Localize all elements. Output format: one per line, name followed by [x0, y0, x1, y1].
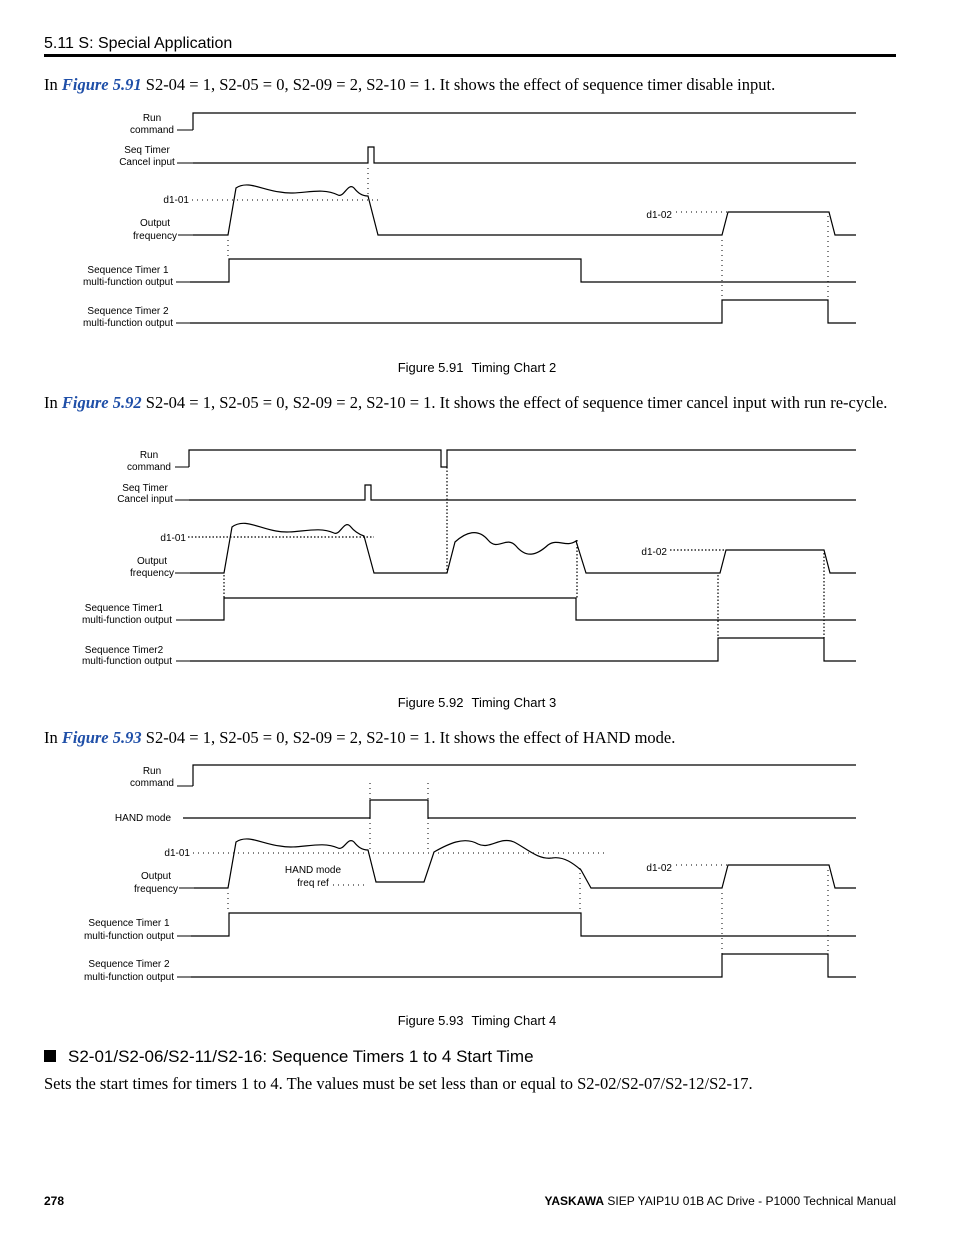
timer2-label-1: Sequence Timer 2	[87, 306, 169, 317]
run-command-signal	[193, 765, 856, 786]
footer-manual	[544, 1194, 896, 1208]
subsection-body: Sets the start times for timers 1 to 4. The values must be set less than or equal to S2-02/S2-07/S2-12/S2-17.	[44, 1074, 753, 1093]
figure-91-caption	[0, 360, 954, 375]
figure-93-link[interactable]: Figure 5.93	[61, 728, 142, 747]
timer1-label-2: multi-function output	[82, 277, 174, 288]
seq-timer-label-2: Cancel input	[119, 157, 175, 168]
intro-text: S2-04 = 1, S2-05 = 0, S2-09 = 2, S2-10 = 1. It shows the effect of sequence timer cancel input with run re-cycle.	[145, 393, 888, 412]
output-frequency-signal	[193, 185, 856, 235]
seq-timer-cancel-signal	[193, 147, 856, 163]
figure-91-intro	[44, 76, 894, 93]
sequence-timer1-signal	[190, 598, 856, 620]
subsection-heading	[44, 1047, 534, 1067]
output-label-2: frequency	[130, 568, 174, 579]
caption-title: Timing Chart 2	[471, 360, 557, 375]
d1-01-label: d1-01	[160, 533, 186, 544]
subsection-title: S2-01/S2-06/S2-11/S2-16: Sequence Timers 1 to 4 Start Time	[68, 1047, 534, 1066]
sequence-timer2-signal	[191, 954, 856, 977]
timer1-label-2: multi-function output	[83, 931, 175, 942]
footer-manual-title: SIEP YAIP1U 01B AC Drive - P1000 Technical Manual	[607, 1194, 896, 1208]
output-frequency-signal	[190, 523, 856, 573]
sequence-timer1-signal	[191, 913, 856, 936]
intro-text: S2-04 = 1, S2-05 = 0, S2-09 = 2, S2-10 = 1. It shows the effect of sequence timer disable input.	[145, 75, 776, 94]
hand-mode-label: HAND mode	[114, 813, 172, 824]
hand-mode-signal	[183, 800, 856, 818]
header-rule	[44, 54, 896, 57]
figure-91-link[interactable]: Figure 5.91	[61, 75, 142, 94]
figure-93-caption	[0, 1013, 954, 1028]
caption-number: Figure 5.92	[397, 695, 464, 710]
d1-02-label: d1-02	[646, 210, 672, 221]
run-label-1: Run	[142, 113, 162, 124]
run-label-2: command	[130, 125, 174, 136]
output-label-2: frequency	[133, 231, 177, 242]
run-label-2: command	[130, 778, 174, 789]
timer1-label-2: multi-function output	[81, 615, 173, 626]
intro-prefix: In	[44, 728, 58, 747]
run-label-1: Run	[142, 766, 162, 777]
intro-text: S2-04 = 1, S2-05 = 0, S2-09 = 2, S2-10 = 1. It shows the effect of HAND mode.	[145, 728, 676, 747]
seq-timer-cancel-signal	[189, 485, 856, 500]
output-label-1: Output	[140, 871, 172, 882]
timer2-label-2: multi-function output	[81, 656, 173, 667]
timing-chart-3	[0, 440, 954, 670]
run-command-signal	[193, 113, 856, 130]
run-command-signal	[189, 450, 856, 467]
timer1-label-1: Sequence Timer 1	[87, 265, 169, 276]
timer1-label-1: Sequence Timer 1	[88, 918, 170, 929]
d1-02-label: d1-02	[641, 547, 667, 558]
hand-mode-freq-label-1: HAND mode	[284, 865, 342, 876]
output-label-1: Output	[139, 218, 171, 229]
d1-01-label: d1-01	[163, 195, 189, 206]
section-header: 5.11 S: Special Application	[44, 35, 233, 52]
figure-92-caption	[0, 695, 954, 710]
caption-title: Timing Chart 4	[471, 1013, 557, 1028]
timer2-label-2: multi-function output	[82, 318, 174, 329]
d1-02-label: d1-02	[646, 863, 672, 874]
d1-01-label: d1-01	[164, 848, 190, 859]
caption-number: Figure 5.93	[397, 1013, 464, 1028]
sequence-timer2-signal	[190, 638, 856, 661]
intro-prefix: In	[44, 75, 58, 94]
timing-chart-2	[0, 105, 954, 335]
output-frequency-signal	[194, 839, 856, 888]
caption-title: Timing Chart 3	[471, 695, 557, 710]
timer2-label-2: multi-function output	[83, 972, 175, 983]
seq-timer-label-2: Cancel input	[117, 494, 173, 505]
output-label-2: frequency	[134, 884, 178, 895]
timing-chart-4	[0, 755, 954, 990]
sequence-timer2-signal	[190, 300, 856, 323]
figure-93-intro	[44, 729, 894, 746]
timer1-label-1: Sequence Timer1	[84, 603, 164, 614]
timer2-label-1: Sequence Timer2	[84, 645, 164, 656]
footer-brand: YASKAWA	[544, 1194, 605, 1208]
intro-prefix: In	[44, 393, 58, 412]
page-number: 278	[44, 1194, 65, 1208]
seq-timer-label-1: Seq Timer	[122, 483, 168, 494]
square-bullet-icon	[44, 1050, 56, 1062]
output-label-1: Output	[136, 556, 168, 567]
figure-92-intro	[44, 394, 894, 411]
run-label-1: Run	[139, 450, 159, 461]
seq-timer-label-1: Seq Timer	[124, 145, 170, 156]
caption-number: Figure 5.91	[397, 360, 464, 375]
timer2-label-1: Sequence Timer 2	[88, 959, 170, 970]
figure-92-link[interactable]: Figure 5.92	[61, 393, 142, 412]
run-label-2: command	[127, 462, 171, 473]
sequence-timer1-signal	[190, 259, 856, 282]
hand-mode-freq-label-2: freq ref	[297, 878, 329, 889]
